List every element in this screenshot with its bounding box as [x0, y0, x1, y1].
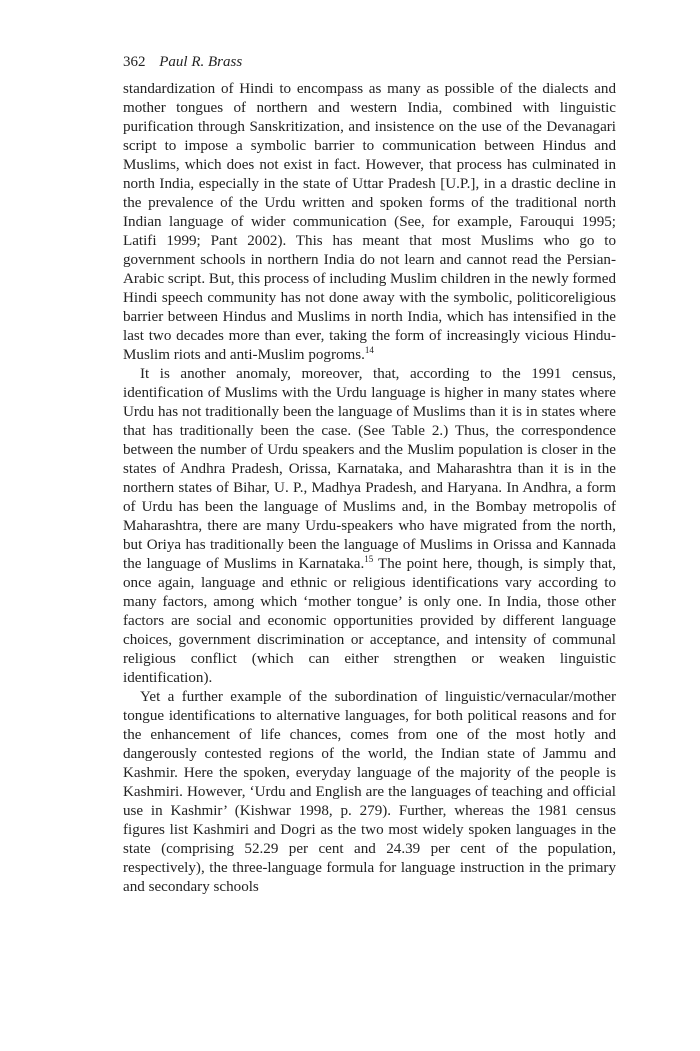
paragraph-3-text: Yet a further example of the subordination of linguistic/vernacular/mother tongue identifications to alternative languages, for both political reasons and for the enhancement of life chances, comes from one of the most hotly and dangerously contested regions of the world, the Indian state of Jammu and Kashmir. Here the spoken, everyday language of the majority of the people is Kashmiri. However, ‘Urdu and English are the languages of teaching and official use in Kashmir’ (Kishwar 1998, p. 279). Further, whereas the 1981 census figures list Kashmiri and Dogri as the two most widely spoken languages in the state (comprising 52.29 per cent and 24.39 per cent of the population, respectively), the three-language formula for language instruction in the primary and secondary schools	[123, 689, 616, 895]
page-number: 362	[123, 54, 146, 70]
paragraph-2-text-b: The point here, though, is simply that, once again, language and ethnic or religious identifications vary according to many factors, among which ‘mother tongue’ is only one. In India, those other factors are social and economic opportunities provided by different language choices, government discrimination or acceptance, and intensity of communal religious conflict (which can either strengthen or weaken linguistic identification).	[123, 556, 616, 686]
page	[123, 53, 616, 897]
paragraph-2-text-a: It is another anomaly, moreover, that, according to the 1991 census, identification of Muslims with the Urdu language is higher in many states where Urdu has not traditionally been the language of Muslims than it is in states where that has traditionally been the case. (See Table 2.) Thus, the correspondence between the number of Urdu speakers and the Muslim population is closer in the states of Andhra Pradesh, Orissa, Karnataka, and Maharashtra than it is in the northern states of Bihar, U. P., Madhya Pradesh, and Haryana. In Andhra, a form of Urdu has been the language of Muslims and, in the Bombay metropolis of Maharashtra, there are many Urdu-speakers who have migrated from the north, but Oriya has traditionally been the language of Muslims in Orissa and Kannada the language of Muslims in Karnataka.	[123, 366, 616, 572]
footnote-ref-14: 14	[364, 345, 374, 355]
paragraph-1	[123, 80, 616, 365]
footnote-ref-15: 15	[364, 554, 374, 564]
running-head-author: Paul R. Brass	[159, 54, 243, 70]
paragraph-1-text: standardization of Hindi to encompass as many as possible of the dialects and mother tongues of northern and western India, combined with linguistic purification through Sanskritization, and insistence on the use of the Devanagari script to impose a symbolic barrier to communication between Hindus and Muslims, which does not exist in fact. However, that process has culminated in north India, especially in the state of Uttar Pradesh [U.P.], in a drastic decline in the prevalence of the Urdu written and spoken forms of the traditional north Indian language of wider communication (See, for example, Farouqui 1995; Latifi 1999; Pant 2002). This has meant that most Muslims who go to government schools in northern India do not learn and cannot read the Persian-Arabic script. But, this process of including Muslim children in the newly formed Hindi speech community has not done away with the symbolic, politicoreligious barrier between Hindus and Muslims in north India, which has intensified in the last two decades more than ever, taking the form of increasingly vicious Hindu-Muslim riots and anti-Muslim pogroms.	[123, 81, 616, 363]
paragraph-3	[123, 688, 616, 897]
running-head	[123, 53, 616, 72]
paragraph-2	[123, 365, 616, 688]
